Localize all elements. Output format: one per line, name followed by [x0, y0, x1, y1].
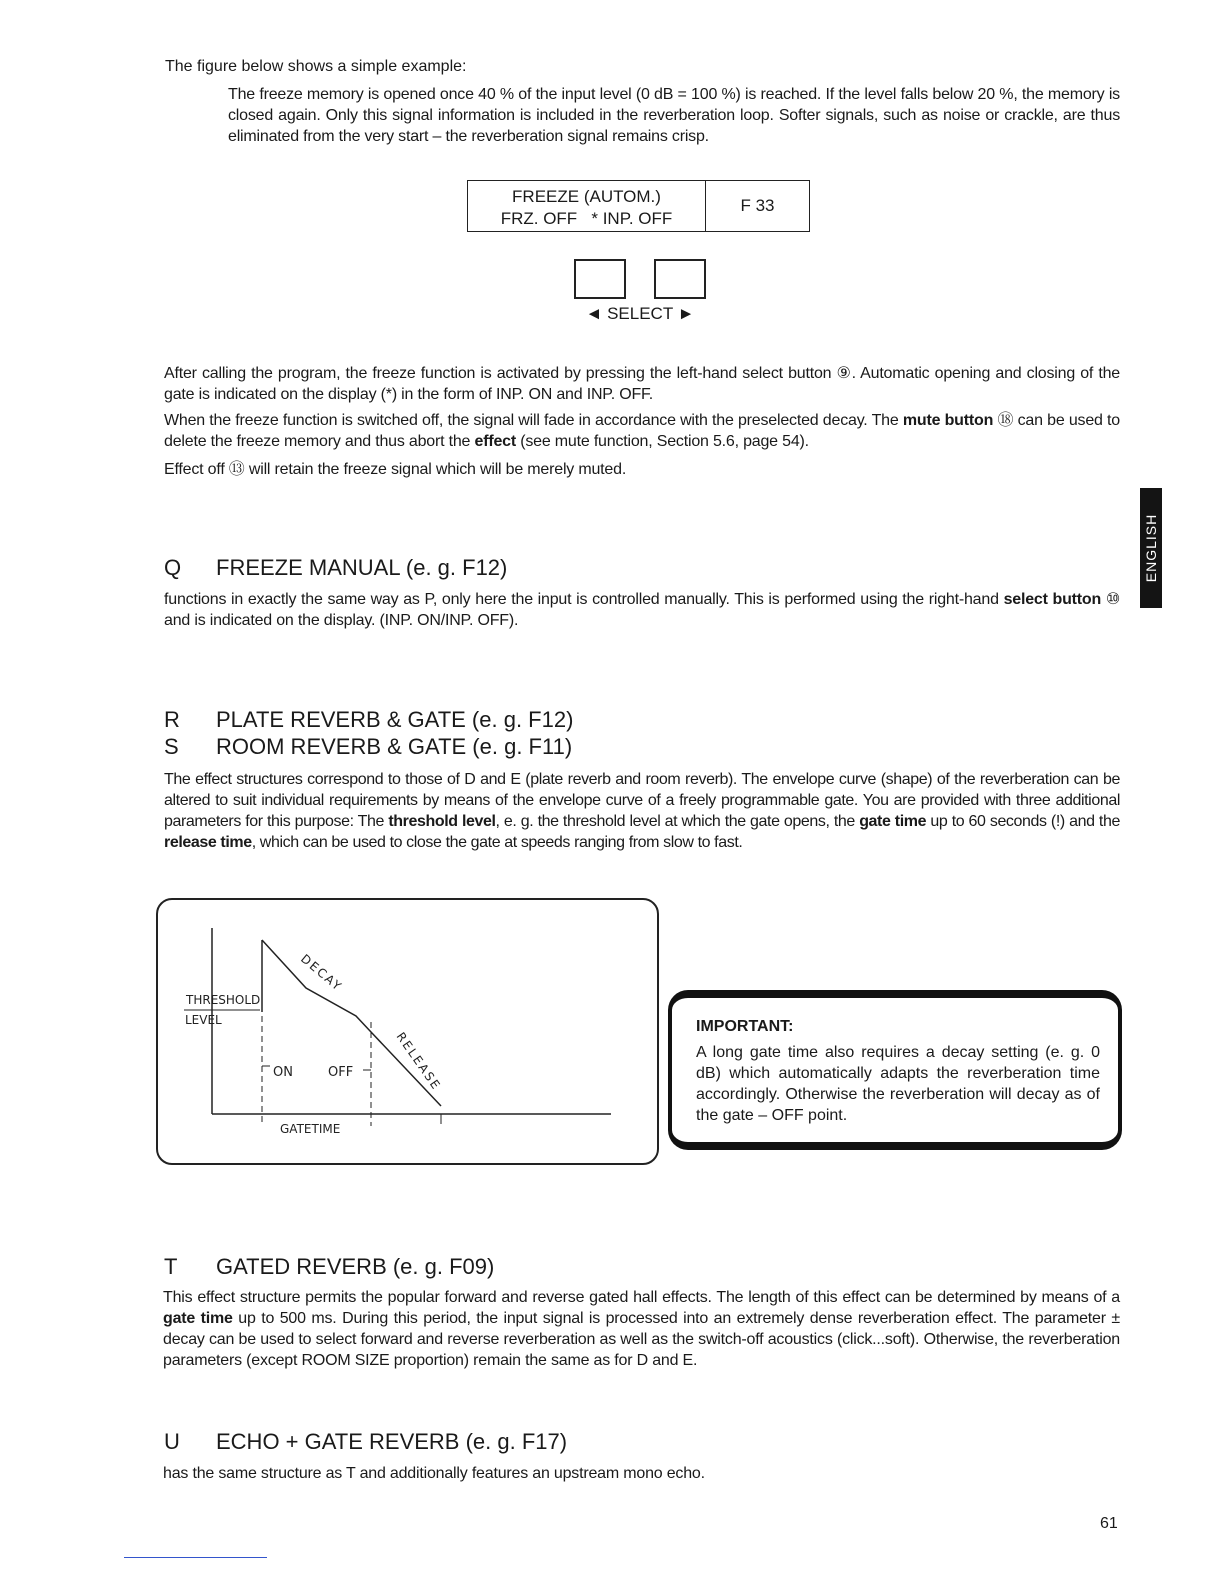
important-note-box: [668, 990, 1122, 1150]
freeze-auto-paragraph-1: After calling the program, the freeze function is activated by pressing the left-hand select button ⑨. Automatic opening and closing of the gate is indicated on the display (*) in the form of INP. ON and INP. OFF.: [164, 365, 1120, 403]
p2-text-c: ⑱ can be used to delete the freeze memory and thus abort the: [164, 412, 1120, 450]
section-u-heading: [164, 1428, 764, 1456]
section-title: FREEZE MANUAL (e. g. F12): [216, 555, 508, 580]
select-button-term: select button: [1003, 591, 1102, 608]
section-q-heading: [164, 554, 764, 582]
off-label: OFF: [328, 1065, 354, 1080]
s-text-e: , which can be used to close the gate at speeds ranging from slow to fast.: [251, 834, 743, 851]
on-label: ON: [273, 1065, 293, 1080]
release-time-term: release time: [164, 834, 252, 851]
display-line-1: FREEZE (AUTOM.): [512, 187, 661, 206]
section-letter: U: [164, 1429, 180, 1454]
language-tab: [1140, 488, 1162, 608]
language-tab-label: ENGLISH: [1143, 513, 1159, 583]
q-text-c: ⑩ and is indicated on the display. (INP. ON/INP. OFF).: [164, 591, 1120, 629]
s-text-a: The effect structures correspond to those of D and E (plate reverb and room reverb). The envelope curve (shape) of the reverberation can be altered to suit individual requirements by means of the envelope curve of a freely programmable gate. You are provided with three additional parameters for this purpose: The: [164, 771, 1120, 830]
section-title: ROOM REVERB & GATE (e. g. F11): [216, 734, 573, 759]
freeze-auto-paragraph-2: [164, 410, 1120, 452]
section-s-body: [164, 769, 1120, 853]
section-letter: Q: [164, 555, 182, 580]
intro-lead: The figure below shows a simple example:: [165, 58, 467, 75]
right-select-button[interactable]: [654, 259, 706, 299]
t-text-a: This effect structure permits the popular forward and reverse gated hall effects. The length of this effect can be determined by means of a: [163, 1289, 1120, 1306]
t-text-c: up to 500 ms. During this period, the input signal is processed into an extremely dense reverberation effect. The parameter ± decay can be used to select forward and reverse reverberation as well as the switch-off acoustics (click...soft). Otherwise, the reverberation parameters (except ROOM SIZE proportion) remain the same as for D and E.: [163, 1310, 1120, 1369]
release-label: RELEASE: [393, 1029, 444, 1094]
section-t-body: [163, 1287, 1120, 1371]
gate-time-term: gate time: [859, 813, 927, 830]
q-text-a: functions in exactly the same way as P, only here the input is controlled manually. This is performed using the right-hand: [164, 591, 1004, 608]
footer-line: [124, 1557, 267, 1558]
mute-button-term: mute button: [902, 412, 994, 429]
display-line-2: FRZ. OFF * INP. OFF: [500, 209, 673, 228]
lcd-display: [467, 180, 810, 232]
section-letter: T: [164, 1254, 178, 1279]
section-u-body: has the same structure as T and additionally features an upstream mono echo.: [163, 1465, 705, 1482]
envelope-diagram: [156, 898, 659, 1165]
section-title: GATED REVERB (e. g. F09): [216, 1254, 495, 1279]
page-number: 61: [1100, 1515, 1118, 1532]
freeze-auto-paragraph-3: Effect off ⑬ will retain the freeze signal which will be merely muted.: [164, 461, 627, 478]
intro-example: The freeze memory is opened once 40 % of the input level (0 dB = 100 %) is reached. If the level falls below 20 %, the memory is closed again. Only this signal information is included in the reverberation loop. Softer signals, such as noise or crackle, are thus eliminated from the very start – the reverberation signal remains crisp.: [228, 86, 1120, 145]
level-label: LEVEL: [185, 1013, 222, 1027]
section-r-heading: [164, 706, 764, 734]
left-select-button[interactable]: [574, 259, 626, 299]
section-t-heading: [164, 1253, 764, 1281]
section-letter: R: [164, 707, 180, 732]
threshold-label: THRESHOLD: [186, 993, 261, 1007]
gatetime-label: GATETIME: [280, 1122, 341, 1136]
decay-label: DECAY: [298, 951, 346, 995]
display-text: [468, 181, 706, 231]
p2-text-d: (see mute function, Section 5.6, page 54).: [515, 433, 809, 450]
select-label: ◄ SELECT ►: [585, 304, 695, 323]
section-title: PLATE REVERB & GATE (e. g. F12): [216, 707, 574, 732]
section-q-body: [164, 589, 1120, 631]
p2-text-a: When the freeze function is switched off, the signal will fade in accordance with the preselected decay. The: [164, 412, 903, 429]
section-letter: S: [164, 734, 179, 759]
s-text-d: up to 60 seconds (!) and the: [926, 813, 1120, 830]
section-title: ECHO + GATE REVERB (e. g. F17): [216, 1429, 568, 1454]
section-s-heading: [164, 733, 764, 761]
important-title: IMPORTANT:: [696, 1018, 794, 1035]
s-text-c: , e. g. the threshold level at which the gate opens, the: [495, 813, 860, 830]
important-body: A long gate time also requires a decay setting (e. g. 0 dB) which automatically adapts the reverberation time accordingly. Otherwise the reverberation will decay as of the gate – OFF point.: [696, 1044, 1100, 1124]
effect-term: effect: [474, 433, 516, 450]
display-code: F 33: [740, 196, 775, 215]
gate-time-term: gate time: [163, 1310, 233, 1327]
envelope-curve: [262, 940, 441, 1106]
threshold-level-term: threshold level: [388, 813, 496, 830]
